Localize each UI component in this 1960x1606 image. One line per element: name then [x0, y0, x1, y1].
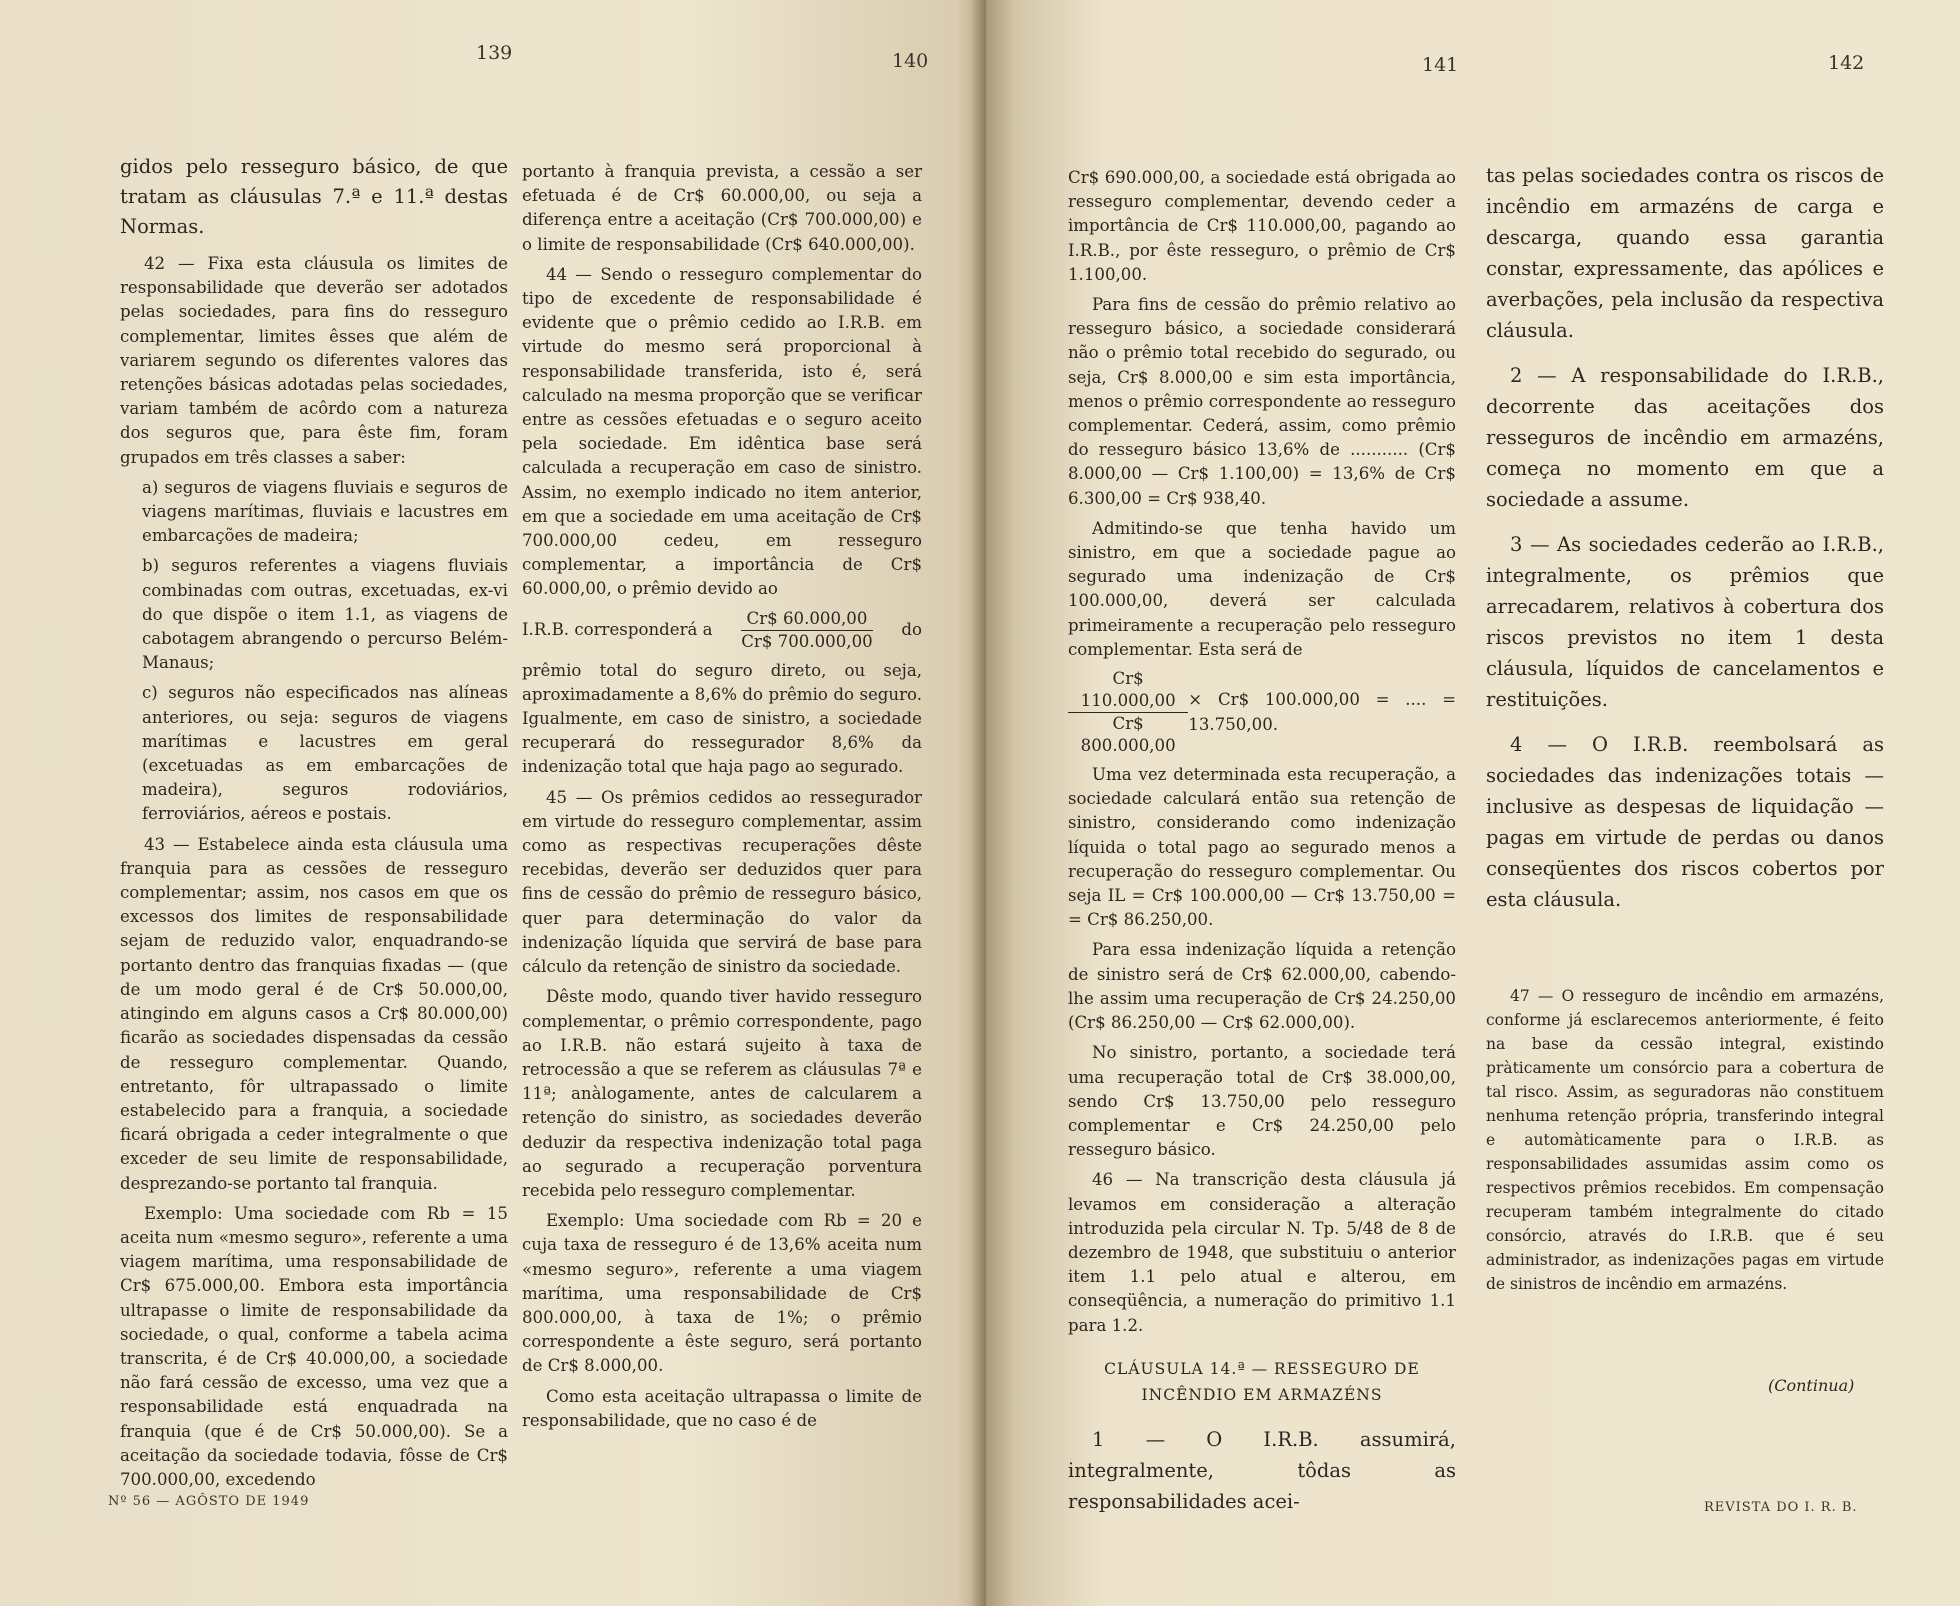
paragraph-lead: Cr$ 690.000,00, a sociedade está obrigada ao resseguro complementar, devendo ceder a importância de Cr$ 110.000,00, pagando ao I.R.B., por êste resseguro, o prêmio de Cr$ 1.100,00. — [1068, 168, 1456, 284]
fraction-denominator: Cr$ 700.000,00 — [741, 631, 873, 651]
fraction — [741, 608, 872, 653]
right-page-column-2 — [1486, 160, 1884, 929]
heading-line-1: CLÁUSULA 14.ª — RESSEGURO DE — [1104, 1359, 1420, 1378]
paragraph-exemplo: Exemplo: Uma sociedade com Rb = 15 aceita num «mesmo seguro», referente a uma viagem marítima, uma responsabilidade de Cr$ 675.000,00. Embora esta importância ultrapasse o limite de responsabilidade da sociedade, o qual, conforme a tabela acima transcrita, é de Cr$ 40.000,00, a sociedade não fará cessão de excesso, uma vez que a responsabilidade está enquadrada na franquia (que é de Cr$ 50.000,00). Se a aceitação da sociedade todavia, fôsse de Cr$ 700.000,00, excedendo — [120, 1203, 508, 1489]
fraction-suffix: × Cr$ 100.000,00 = .... = 13.750,00. — [1188, 690, 1456, 734]
fraction-numerator: Cr$ 60.000,00 — [741, 608, 872, 631]
fraction-denominator: Cr$ 800.000,00 — [1080, 714, 1176, 756]
footer-issue: Nº 56 — AGÔSTO DE 1949 — [108, 1494, 310, 1509]
paragraph-para-essa: Para essa indenização líquida a retenção de sinistro será de Cr$ 62.000,00, cabendo-lhe assim uma recuperação de Cr$ 24.250,00 (Cr$ 86.250,00 — Cr$ 62.000,00). — [1068, 940, 1456, 1033]
paragraph-admitindo: Admitindo-se que tenha havido um sinistro, em que a sociedade pague ao segurado uma indenização de Cr$ 100.000,00, deverá ser calculada primeiramente a recuperação pelo resseguro complementar. Esta será de — [1068, 518, 1456, 659]
page-number-139: 139 — [476, 42, 513, 64]
right-page — [986, 0, 1960, 1606]
paragraph-exemplo: Exemplo: Uma sociedade com Rb = 20 e cuja taxa de resseguro é de 13,6% aceita num «mesmo seguro», referente a uma viagem marítima, uma responsabilidade de Cr$ 800.000,00, à taxa de 1%; o prêmio correspondente a êste seguro, será portanto de Cr$ 8.000,00. — [522, 1211, 922, 1376]
right-page-column-1 — [1068, 166, 1456, 1531]
paragraph-tail: Como esta aceitação ultrapassa o limite de responsabilidade, que no caso é de — [522, 1386, 922, 1430]
paragraph-clause-2: 2 — A responsabilidade do I.R.B., decorrente das aceitações dos resseguros de incêndio em armazéns, começa no momento em que a sociedade a assume. — [1486, 364, 1884, 511]
footer-journal: REVISTA DO I. R. B. — [1704, 1500, 1858, 1515]
paragraph-lead: tas pelas sociedades contra os riscos de incêndio em armazéns de carga e descarga, quando essa garantia constar, expressamente, das apólices e averbações, pela inclusão da respectiva cláusula. — [1486, 164, 1884, 342]
paragraph-clause-4: 4 — O I.R.B. reembolsará as sociedades das indenizações totais — inclusive as despesas de liquidação — pagas em virtude de perdas ou danos conseqüentes dos riscos cobertos por esta cláusula. — [1486, 733, 1884, 911]
left-page-column-2 — [522, 160, 922, 1439]
item-a: a) seguros de viagens fluviais e seguros de viagens marítimas, fluviais e lacustres em embarcações de madeira; — [142, 477, 508, 546]
item-b: b) seguros referentes a viagens fluviais combinadas com outras, excetuadas, ex-vi do que dispõe o item 1.1, as viagens de cabotagem abrangendo o percurso Belém-Manaus; — [142, 556, 508, 673]
fraction-numerator: Cr$ 110.000,00 — [1068, 668, 1188, 713]
paragraph-44: 44 — Sendo o resseguro complementar do tipo de excedente de responsabilidade é evidente que o prêmio cedido ao I.R.B. em virtude do mesmo será proporcional à responsabilidade transferida, isto é, será calculado na mesma proporção que se verificar entre as cessões efetuadas e o seguro aceito pela sociedade. Em idêntica base será calculada a recuperação em caso de sinistro. Assim, no exemplo indicado no item anterior, em que a sociedade em uma aceitação de Cr$ 700.000,00 cedeu, em resseguro complementar, a importância de Cr$ 60.000,00, o prêmio devido ao — [522, 264, 922, 599]
paragraph-clause-1: 1 — O I.R.B. assumirá, integralmente, tôdas as responsabilidades acei- — [1068, 1427, 1456, 1513]
paragraph-45: 45 — Os prêmios cedidos ao ressegurador em virtude do resseguro complementar, assim como as respectivas recuperações dêste recebidas, deverão ser deduzidos quer para fins de cessão do prêmio de resseguro básico, quer para determinação do valor da indenização líquida que servirá de base para cálculo da retenção de sinistro da sociedade. — [522, 787, 922, 977]
paragraph-lead: portanto à franquia prevista, a cessão a ser efetuada é de Cr$ 60.000,00, ou seja a diferença entre a aceitação (Cr$ 700.000,00) e o limite de responsabilidade (Cr$ 640.000,00). — [522, 162, 922, 254]
page-number-140: 140 — [892, 50, 929, 72]
left-page-column-1 — [120, 152, 508, 1498]
section-heading — [1068, 1356, 1456, 1408]
fraction-line — [1068, 668, 1456, 757]
paragraph-clause-3: 3 — As sociedades cederão ao I.R.B., integralmente, os prêmios que arrecadarem, relativos à cobertura dos riscos previstos no item 1 desta cláusula, líquidos de cancelamentos e restituições. — [1486, 533, 1884, 711]
paragraph-uma-vez: Uma vez determinada esta recuperação, a sociedade calculará então sua retenção de sinistro, considerando como indenização líquida o total pago ao segurado menos a recuperação do resseguro complementar. Ou seja IL = Cr$ 100.000,00 — Cr$ 13.750,00 = = Cr$ 86.250,00. — [1068, 765, 1456, 930]
paragraph-fins: Para fins de cessão do prêmio relativo ao resseguro básico, a sociedade considerará não o prêmio total recebido do segurado, ou seja, Cr$ 8.000,00 e sim esta importância, menos o prêmio correspondente ao resseguro complementar. Cederá, assim, como prêmio do resseguro básico 13,6% de ........... (Cr$ 8.000,00 — Cr$ 1.100,00) = 13,6% de Cr$ 6.300,00 = Cr$ 938,40. — [1068, 295, 1456, 508]
paragraph-46: 46 — Na transcrição desta cláusula já levamos em consideração a alteração introduzida pela circular N. Tp. 5/48 de 8 de dezembro de 1948, que substituiu o anterior item 1.1 pelo atual e alterou, em conseqüência, a numeração do primitivo 1.1 para 1.2. — [1068, 1170, 1456, 1335]
paragraph-43: 43 — Estabelece ainda esta cláusula uma franquia para as cessões de resseguro complementar; assim, nos casos em que os excessos dos limites de responsabilidade sejam de reduzido valor, enquadrando-se portanto dentro das franquias fixadas — (que de um modo geral é de Cr$ 50.000,00, atingindo em alguns casos a Cr$ 80.000,00) ficarão as sociedades dispensadas da cessão de resseguro complementar. Quando, entretanto, fôr ultrapassado o limite estabelecido para a franquia, a sociedade ficará obrigada a ceder integralmente o que exceder de seu limite de responsabilidade, desprezando-se portanto tal franquia. — [120, 834, 508, 1193]
paragraph-45-continued: Dêste modo, quando tiver havido resseguro complementar, o prêmio correspondente, pago ao I.R.B. não estará sujeito à taxa de retrocessão a que se referem as cláusulas 7ª e 11ª; anàlogamente, antes de calcularem a retenção do sinistro, as sociedades deverão deduzir da respectiva indenização total paga ao segurado a recuperação porventura recebida pelo resseguro complementar. — [522, 987, 922, 1200]
paragraph-no-sinistro: No sinistro, portanto, a sociedade terá uma recuperação total de Cr$ 38.000,00, sendo Cr$ 13.750,00 pelo resseguro complementar e Cr$ 24.250,00 pelo resseguro básico. — [1068, 1043, 1456, 1160]
fraction — [1068, 668, 1188, 757]
item-c: c) seguros não especificados nas alíneas anteriores, ou seja: seguros de viagens marítimas e lacustres em geral (excetuadas as em embarcações de madeira), seguros rodoviários, ferroviários, aéreos e postais. — [142, 683, 508, 824]
page-number-142: 142 — [1828, 52, 1865, 74]
fraction-suffix: do — [901, 620, 922, 640]
right-page-note-47 — [1486, 984, 1884, 1302]
clause-1-block — [1068, 1424, 1456, 1517]
fraction-prefix: I.R.B. corresponderá a — [522, 620, 713, 640]
paragraph-47: 47 — O resseguro de incêndio em armazéns, conforme já esclarecemos anteriormente, é feito na base da cessão integral, existindo pràticamente um consórcio para a cobertura de tal risco. Assim, as seguradoras não constituem nenhuma retenção própria, transferindo integral e automàticamente para o I.R.B. as responsabilidades assumidas assim como os respectivos prêmios recebidos. Em compensação recuperam também integralmente do citado consórcio, através do I.R.B. que é seu administrador, as indenizações pagas em virtude de sinistros de incêndio em armazéns. — [1486, 987, 1884, 1293]
paragraph-42: 42 — Fixa esta cláusula os limites de responsabilidade que deverão ser adotados pelas sociedades, para fins do resseguro complementar, limites êsses que além de variarem segundo os diferentes valores das retenções básicas adotadas pelas sociedades, variam também de acôrdo com a natureza dos seguros que, para êste fim, foram grupados em três classes a saber: — [120, 254, 508, 467]
paragraph-lead: gidos pelo resseguro básico, de que tratam as cláusulas 7.ª e 11.ª destas Normas. — [120, 155, 508, 238]
heading-line-2: INCÊNDIO EM ARMAZÉNS — [1141, 1385, 1383, 1404]
continua-label: (Continua) — [1768, 1376, 1855, 1395]
paragraph-44-continued: prêmio total do seguro direto, ou seja, aproximadamente a 8,6% do prêmio do seguro. Igualmente, em caso de sinistro, a sociedade recuperará do ressegurador 8,6% da indenização total que haja pago ao segurado. — [522, 660, 922, 777]
page-number-141: 141 — [1422, 54, 1459, 76]
fraction-line — [522, 608, 922, 653]
